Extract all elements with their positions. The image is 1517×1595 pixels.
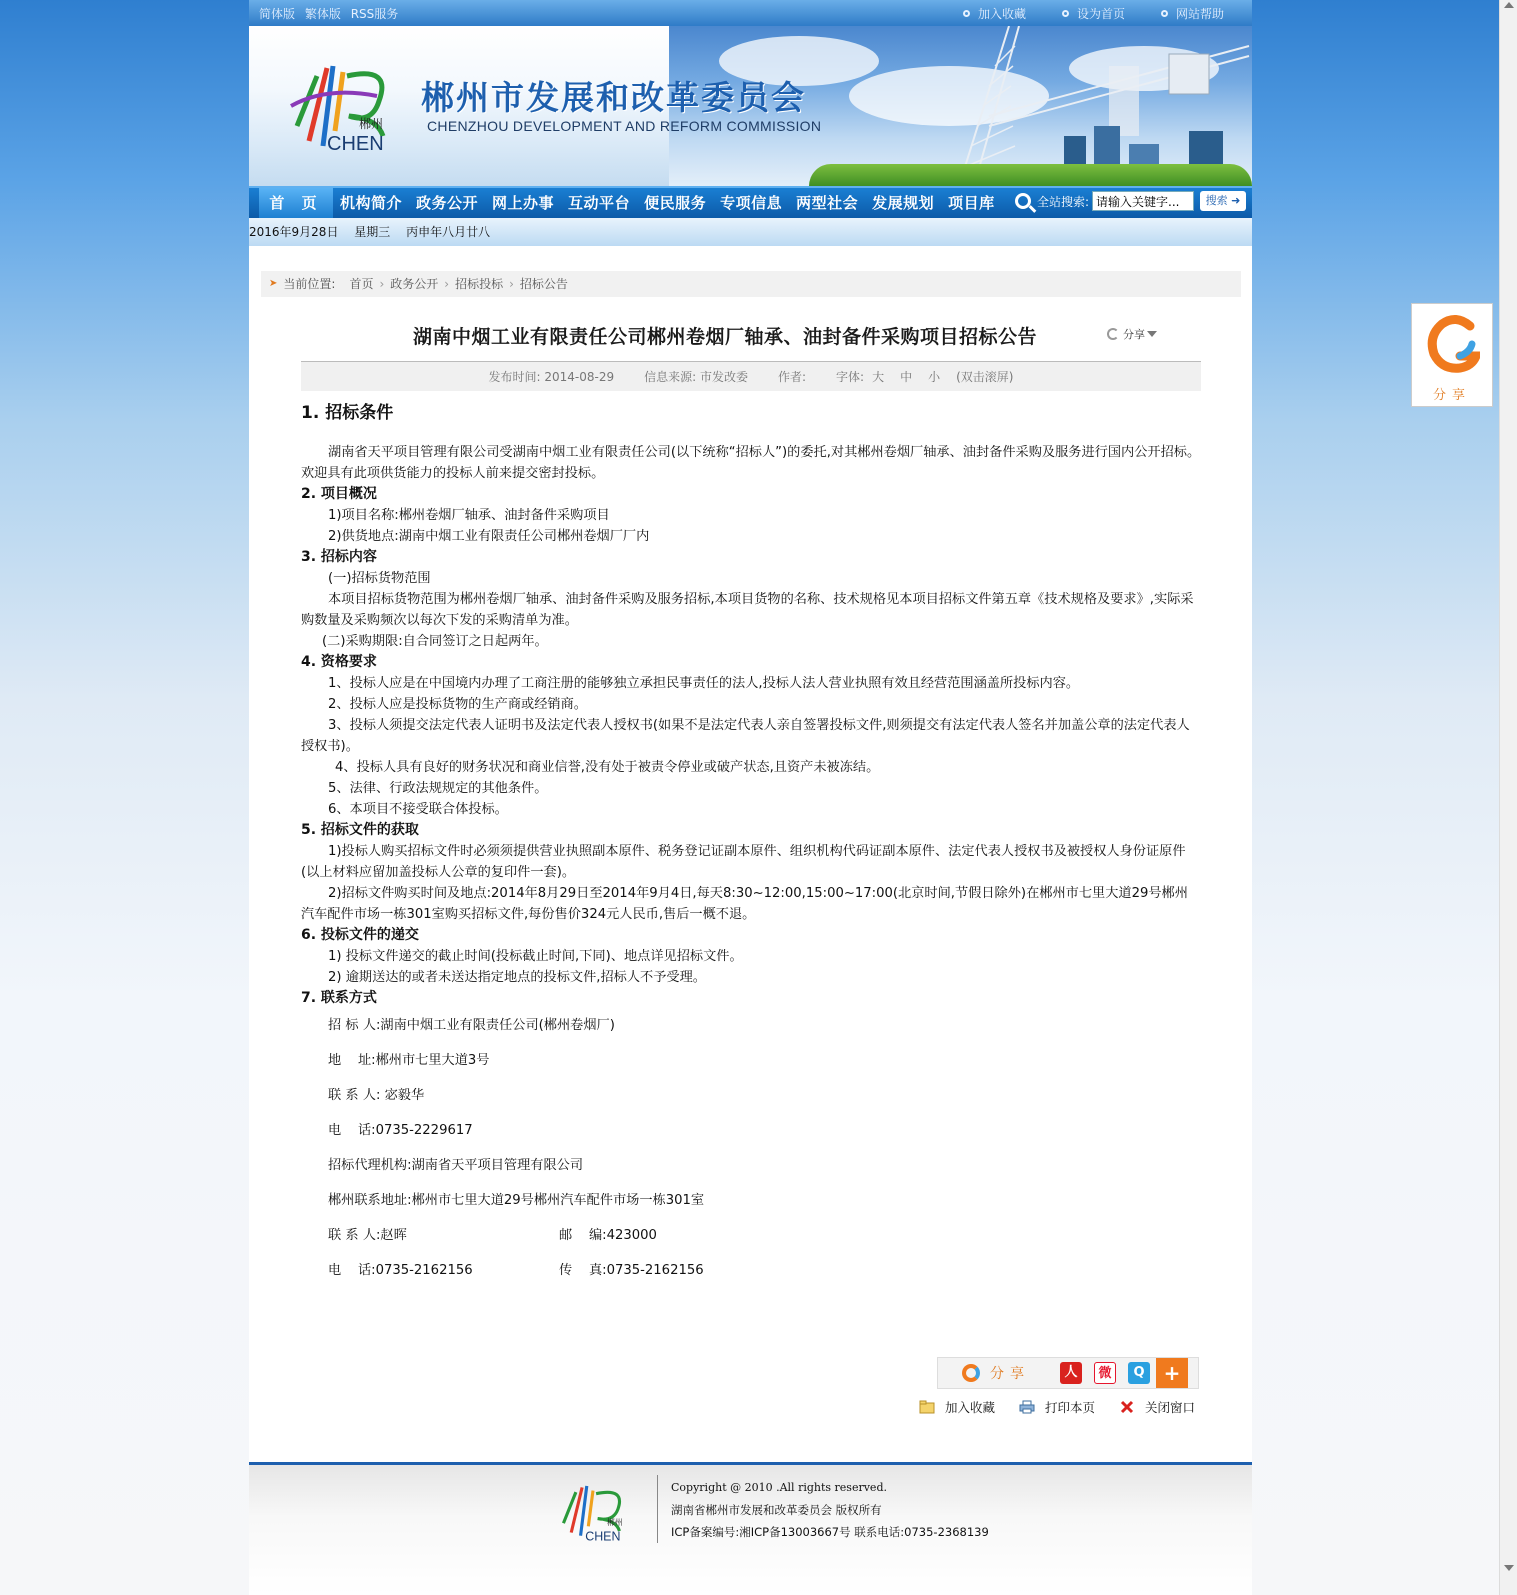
publish-date: 发布时间: 2014-08-29 (488, 370, 615, 384)
footer-separator (657, 1475, 658, 1543)
date-bar (249, 218, 1252, 246)
icp-info: ICP备案编号:湘ICP备13003667号 联系电话:0735-2368139 (671, 1525, 989, 1539)
author: 作者: (777, 370, 807, 384)
section-heading: 4. 资格要求 (301, 654, 377, 670)
float-share-label: 分享 (1432, 388, 1471, 403)
breadcrumb-gov-affairs[interactable]: 政务公开 (390, 277, 439, 291)
language-links (259, 5, 404, 22)
info-source: 信息来源: 市发改委 (644, 370, 748, 384)
section-heading: 1. 招标条件 (301, 403, 394, 423)
scroll-down-arrow-icon[interactable] (1504, 1565, 1514, 1571)
svg-text:CHEN: CHEN (327, 133, 384, 155)
add-favorite-action[interactable]: 加入收藏 (919, 1398, 995, 1416)
font-small-button[interactable]: 小 (928, 370, 941, 384)
share-icon (1107, 328, 1119, 340)
list-item: 2)招标文件购买时间及地点:2014年8月29日至2014年9月4日,每天8:30~12:00,15:00~17:00(北京时间,节假日除外)在郴州市七里大道29号郴州汽车配件市场一栋301室购买招标文件,每份售价324元人民币,售后一概不退。 (301, 886, 1188, 922)
share-logo-icon (962, 1364, 980, 1382)
footer-logo-icon (555, 1475, 645, 1545)
contact-row: 招 标 人:湖南中烟工业有限责任公司(郴州卷烟厂) (328, 1018, 615, 1033)
list-item: 5、法律、行政法规规定的其他条件。 (328, 781, 548, 796)
bullet-icon (1161, 10, 1168, 17)
share-toolbar (937, 1357, 1199, 1389)
breadcrumb-bid-notice[interactable]: 招标公告 (519, 277, 568, 291)
section-heading: 3. 招标内容 (301, 549, 377, 565)
font-medium-button[interactable]: 中 (900, 370, 913, 384)
svg-text:郴州: 郴州 (607, 1517, 623, 1527)
contact-row: 联 系 人: 宓毅华 (328, 1088, 425, 1103)
share-button[interactable]: 分享 (938, 1358, 1054, 1388)
search-button[interactable]: 搜索 ➜ (1200, 191, 1246, 211)
footer-text (671, 1477, 989, 1543)
top-utility-bar (249, 0, 1252, 26)
contact-row: 电 话:0735-2162156 传 真:0735-2162156 (328, 1263, 704, 1278)
nav-government-affairs[interactable]: 政务公开 (416, 194, 479, 212)
top-links (927, 0, 1224, 26)
font-size-label: 字体: (836, 370, 865, 384)
contact-row: 招标代理机构:湖南省天平项目管理有限公司 (328, 1158, 584, 1173)
chenzhou-logo-icon (287, 46, 397, 166)
list-item: 2、投标人应是投标货物的生产商或经销商。 (328, 697, 587, 712)
dropdown-arrow-icon (1147, 331, 1157, 337)
sub-heading: (二)采购期限:自合同签订之日起两年。 (322, 634, 548, 649)
folder-star-icon (919, 1400, 935, 1414)
list-item: 1) 投标文件递交的截止时间(投标截止时间,下同)、地点详见招标文件。 (328, 949, 743, 964)
close-icon (1119, 1400, 1135, 1414)
page-actions (919, 1398, 1219, 1416)
section-heading: 5. 招标文件的获取 (301, 822, 419, 838)
nav-project-library[interactable]: 项目库 (948, 194, 995, 212)
set-homepage-link[interactable]: 设为首页 (1062, 5, 1125, 22)
traditional-link[interactable]: 繁体版 (304, 6, 341, 21)
floating-share-button[interactable] (1411, 303, 1493, 407)
share-more-button[interactable]: + (1156, 1358, 1188, 1388)
owner: 湖南省郴州市发展和改革委员会 版权所有 (671, 1503, 882, 1517)
page-container (249, 0, 1252, 1595)
site-search (1015, 191, 1246, 211)
paragraph: 本项目招标货物范围为郴州卷烟厂轴承、油封备件采购及服务招标,本项目货物的名称、技术规格见本项目招标文件第五章《技术规格及要求》,实际采购数量及采购频次以每次下发的采购清单为准。 (301, 592, 1194, 628)
svg-text:郴州: 郴州 (359, 117, 384, 131)
banner-trees (809, 164, 1252, 186)
share-logo-icon (1426, 312, 1480, 374)
breadcrumb-bidding[interactable]: 招标投标 (455, 277, 504, 291)
share-dropdown[interactable]: 分享 (1107, 326, 1157, 342)
breadcrumb-arrow-icon: ➤ (269, 278, 278, 289)
search-input[interactable] (1092, 191, 1194, 211)
contact-row: 地 址:郴州市七里大道3号 (328, 1053, 490, 1068)
list-item: 2) 逾期送达的或者未送达指定地点的投标文件,招标人不予受理。 (328, 970, 706, 985)
share-weibo-button[interactable] (1088, 1358, 1122, 1388)
contact-row: 电 话:0735-2229617 (328, 1123, 473, 1138)
list-item: 2)供货地点:湖南中烟工业有限责任公司郴州卷烟厂厂内 (328, 529, 650, 544)
bullet-icon (963, 10, 970, 17)
breadcrumb-home[interactable]: 首页 (349, 277, 374, 291)
font-large-button[interactable]: 大 (872, 370, 885, 384)
printer-icon (1019, 1400, 1035, 1414)
nav-home[interactable]: 首 页 (259, 188, 333, 218)
date-gregorian: 2016年9月28日 (249, 225, 339, 239)
site-title-en: CHENZHOU DEVELOPMENT AND REFORM COMMISSION (427, 118, 822, 134)
nav-two-type-society[interactable]: 两型社会 (796, 194, 859, 212)
share-renren-button[interactable] (1054, 1358, 1088, 1388)
copyright: Copyright @ 2010 .All rights reserved. (671, 1481, 887, 1494)
vertical-scrollbar[interactable] (1499, 0, 1517, 1595)
list-item: 3、投标人须提交法定代表人证明书及法定代表人授权书(如果不是法定代表人亲自签署投标文件,则须提交有法定代表人签名并加盖公章的法定代表人授权书)。 (301, 718, 1190, 754)
article-title: 湖南中烟工业有限责任公司郴州卷烟厂轴承、油封备件采购项目招标公告 (413, 326, 1038, 348)
breadcrumb-label: 当前位置: (283, 277, 336, 291)
scroll-hint: (双击滚屏) (956, 370, 1014, 384)
renren-icon: 人 (1060, 1362, 1082, 1384)
contact-row: 联 系 人:赵晖 邮 编:423000 (328, 1228, 657, 1243)
main-navigation (249, 186, 1252, 218)
scroll-up-arrow-icon[interactable] (1504, 2, 1514, 8)
article-body (301, 400, 1201, 1295)
search-label: 全站搜索: (1036, 194, 1089, 209)
crane-illustration-icon (949, 26, 1252, 186)
breadcrumb (261, 271, 1241, 297)
rss-link[interactable]: RSS服务 (350, 6, 399, 21)
add-favorite-link[interactable]: 加入收藏 (963, 5, 1026, 22)
article-meta (301, 361, 1201, 391)
search-icon (1015, 193, 1031, 209)
date-lunar: 丙申年八月廿八 (406, 225, 491, 239)
list-item: 1、投标人应是在中国境内办理了工商注册的能够独立承担民事责任的法人,投标人法人营业执照有效且经营范围涵盖所投标内容。 (328, 676, 1080, 691)
simplified-link[interactable]: 简体版 (259, 6, 296, 21)
nav-development-plan[interactable]: 发展规划 (872, 194, 935, 212)
print-page-action[interactable]: 打印本页 (1019, 1398, 1095, 1416)
nav-organization[interactable]: 机构简介 (340, 194, 403, 212)
chevron-right-icon: › (379, 277, 385, 291)
bullet-icon (1062, 10, 1069, 17)
chevron-right-icon: › (509, 277, 514, 291)
list-item: 1)项目名称:郴州卷烟厂轴承、油封备件采购项目 (328, 508, 610, 523)
nav-online-services[interactable]: 网上办事 (492, 194, 555, 212)
weibo-icon: 微 (1094, 1362, 1116, 1384)
site-banner (249, 26, 1252, 186)
sub-heading: (一)招标货物范围 (328, 571, 431, 586)
help-link[interactable]: 网站帮助 (1161, 5, 1224, 22)
contact-row: 郴州联系地址:郴州市七里大道29号郴州汽车配件市场一栋301室 (328, 1193, 705, 1208)
site-footer (249, 1465, 1252, 1595)
paragraph: 湖南省天平项目管理有限公司受湖南中烟工业有限责任公司(以下统称“招标人”)的委托,对其郴州卷烟厂轴承、油封备件采购及服务进行国内公开招标。欢迎具有此项供货能力的投标人前来提交密封投标。 (301, 445, 1201, 481)
section-heading: 7. 联系方式 (301, 990, 377, 1006)
date-weekday: 星期三 (354, 225, 391, 239)
list-item: 6、本项目不接受联合体投标。 (328, 802, 508, 817)
chevron-right-icon: › (444, 277, 450, 291)
close-window-action[interactable]: 关闭窗口 (1119, 1398, 1195, 1416)
nav-interactive[interactable]: 互动平台 (568, 194, 631, 212)
share-tencent-button[interactable] (1122, 1358, 1156, 1388)
nav-special-info[interactable]: 专项信息 (720, 194, 783, 212)
svg-text:CHEN: CHEN (585, 1529, 621, 1544)
tencent-icon: Q (1128, 1362, 1150, 1384)
list-item: 1)投标人购买招标文件时必须须提供营业执照副本原件、税务登记证副本原件、组织机构代码证副本原件、法定代表人授权书及被授权人身份证原件(以上材料应留加盖投标人公章的复印件一套)。 (301, 844, 1186, 880)
nav-public-services[interactable]: 便民服务 (644, 194, 707, 212)
section-heading: 2. 项目概况 (301, 486, 377, 502)
list-item: 4、投标人具有良好的财务状况和商业信誉,没有处于被责令停业或破产状态,且资产未被冻结。 (335, 760, 880, 775)
site-title-cn: 郴州市发展和改革委员会 (421, 78, 806, 117)
section-heading: 6. 投标文件的递交 (301, 927, 419, 943)
contact-info (301, 1015, 1201, 1295)
